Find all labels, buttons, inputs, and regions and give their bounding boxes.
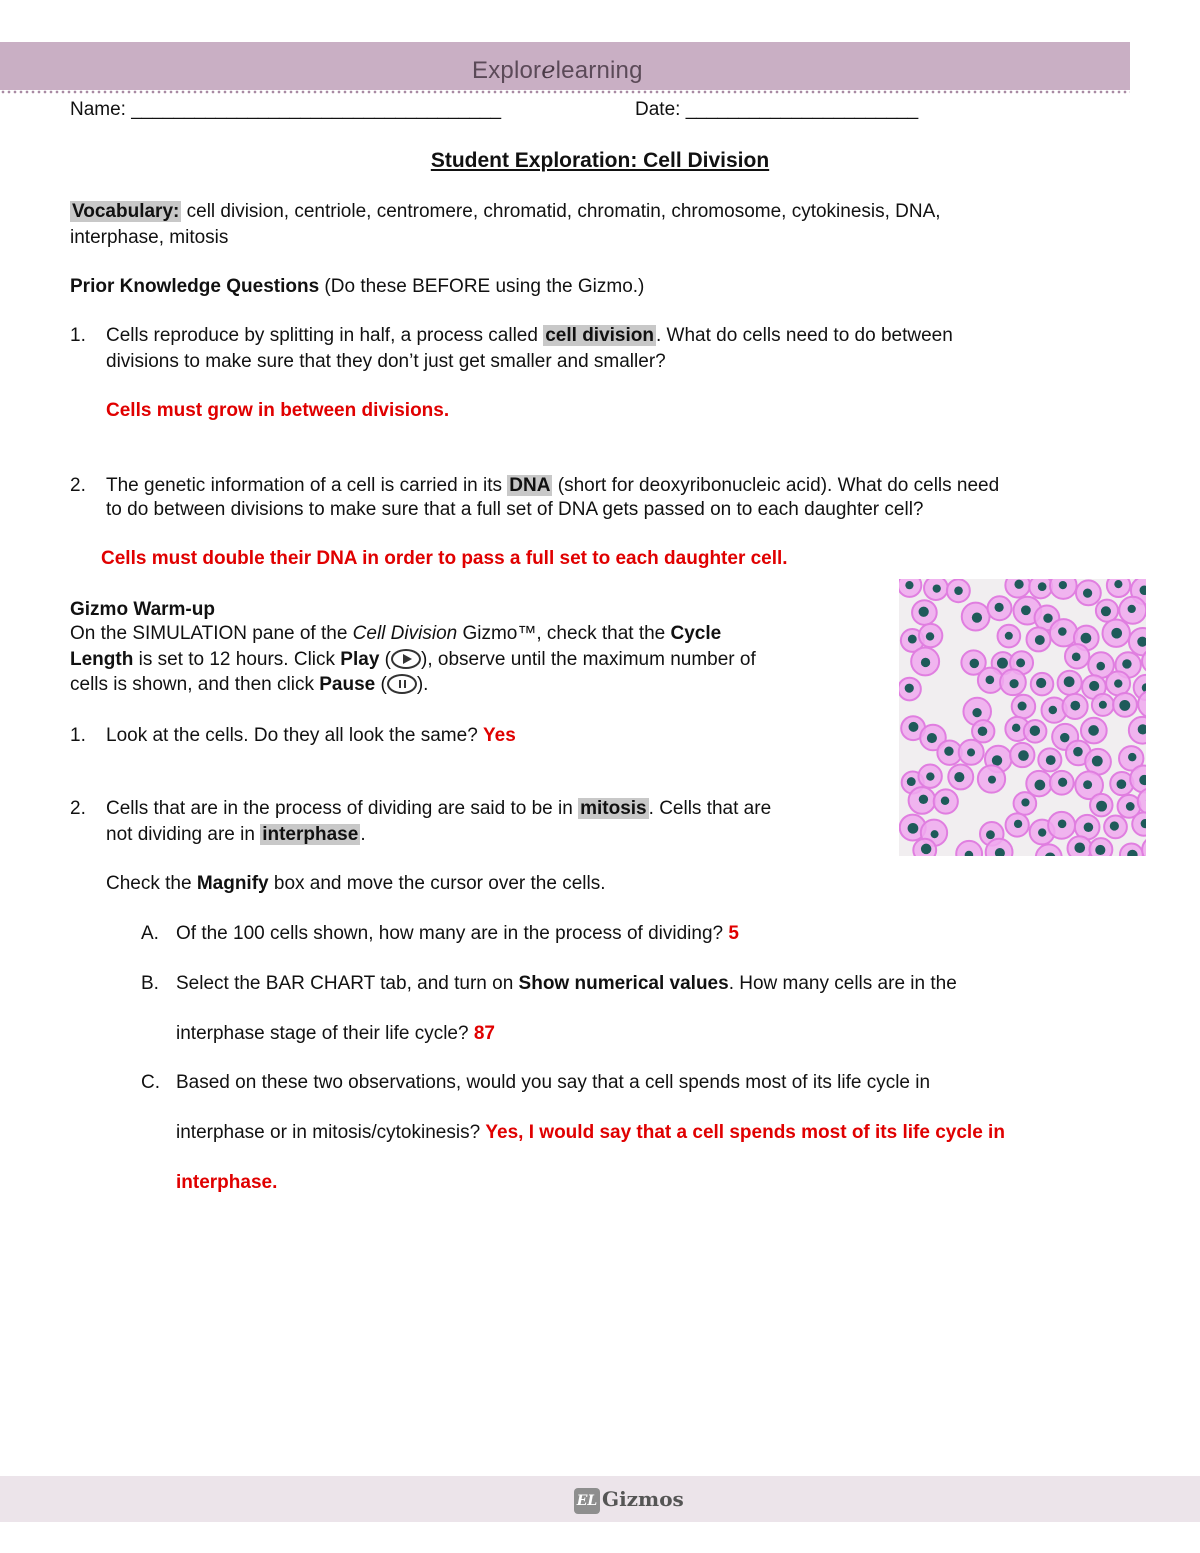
cell <box>1010 743 1034 767</box>
warmup-q1: Look at the cells. Do they all look the same? Yes <box>106 725 516 746</box>
cell <box>1096 600 1118 622</box>
warmup-q1-number: 1. <box>70 725 86 746</box>
cell <box>1106 671 1130 695</box>
cell <box>972 720 994 742</box>
cell <box>947 579 970 602</box>
cell <box>1092 694 1114 716</box>
vocabulary-label: Vocabulary: <box>72 201 180 222</box>
cell <box>1076 580 1101 605</box>
cell <box>978 765 1005 792</box>
question-a: Of the 100 cells shown, how many are in the process of dividing? 5 <box>176 923 739 944</box>
play-icon <box>391 649 421 669</box>
magnify-instruction: Check the Magnify box and move the cursor over the cells. <box>106 873 606 894</box>
cell <box>899 678 921 701</box>
cell <box>1050 619 1077 646</box>
cell <box>1050 579 1077 599</box>
cell <box>1027 627 1051 651</box>
cell <box>1104 816 1127 839</box>
cell <box>948 764 973 789</box>
cell <box>1006 813 1029 836</box>
warmup-heading: Gizmo Warm-up <box>70 599 215 620</box>
cell-field-graphic <box>899 579 1146 856</box>
cell <box>1129 717 1146 744</box>
cell <box>1063 694 1088 719</box>
cell <box>1090 794 1112 816</box>
cell <box>986 839 1013 856</box>
prior-q1-line-2: divisions to make sure that they don’t just get smaller and smaller? <box>106 351 666 372</box>
prior-q1-number: 1. <box>70 325 86 346</box>
header-dotted-rule <box>0 90 1130 94</box>
cell <box>1005 579 1030 598</box>
prior-knowledge-heading: Prior Knowledge Questions (Do these BEFORE using the Gizmo.) <box>70 276 645 297</box>
cell <box>911 647 939 675</box>
term-interphase: interphase <box>262 824 359 845</box>
cell <box>1029 579 1052 598</box>
term-mitosis: mitosis <box>580 798 647 819</box>
cell <box>1081 718 1107 744</box>
cell <box>1014 792 1037 815</box>
cell <box>1129 628 1146 655</box>
cell <box>919 624 942 647</box>
term-cell-division: cell division <box>545 325 654 346</box>
cell <box>988 596 1012 620</box>
cell <box>1012 695 1035 718</box>
prior-q2-number: 2. <box>70 475 86 496</box>
prior-q1-line-1: Cells reproduce by splitting in half, a process called cell division . What do cells need to do between <box>106 325 953 346</box>
date-field: Date: ______________________ <box>635 99 919 120</box>
cell <box>1113 693 1137 717</box>
pause-icon <box>387 674 417 694</box>
gizmos-logo: EL Gizmos <box>574 1487 684 1514</box>
cell <box>918 765 941 788</box>
cell <box>1036 844 1062 856</box>
question-b-line-1: Select the BAR CHART tab, and turn on Show numerical values. How many cells are in the <box>176 973 957 994</box>
cell <box>899 579 921 597</box>
cell <box>1103 620 1130 647</box>
cell-micrograph-image <box>899 579 1146 856</box>
qa-letter: A. <box>141 923 159 944</box>
cell <box>924 579 948 600</box>
cell <box>1089 838 1112 856</box>
name-field: Name: ___________________________________ <box>70 99 502 120</box>
cell <box>1132 812 1146 835</box>
warmup-q2-number: 2. <box>70 798 86 819</box>
cell <box>1024 720 1047 743</box>
cell <box>1120 844 1143 856</box>
question-c-answer-continued: interphase. <box>176 1172 278 1193</box>
qb-letter: B. <box>141 973 159 994</box>
cell <box>1050 771 1074 795</box>
warmup-line-3: cells is shown, and then click Pause ( ). <box>70 674 429 695</box>
cell <box>1142 836 1146 856</box>
cell <box>1119 597 1146 624</box>
cell <box>1058 671 1082 695</box>
prior-q2-line-1: The genetic information of a cell is carried in its DNA (short for deoxyribonucleic acid). What do cells need <box>106 475 1000 496</box>
vocabulary-line-1: Vocabulary: cell division, centriole, centromere, chromatid, chromatin, chromosome, cytokinesis, DNA, <box>72 201 941 222</box>
prior-q2-answer: Cells must double their DNA in order to pass a full set to each daughter cell. <box>101 548 788 569</box>
warmup-q2-line-2: not dividing are in interphase . <box>106 824 366 845</box>
question-b-line-2: interphase stage of their life cycle? 87 <box>176 1023 495 1044</box>
warmup-line-1: On the SIMULATION pane of the Cell Division Gizmo™, check that the Cycle <box>70 623 722 644</box>
cell <box>913 839 936 856</box>
vocabulary-line-2: interphase, mitosis <box>70 227 229 248</box>
term-dna: DNA <box>509 475 551 496</box>
cell <box>1038 748 1061 771</box>
cell <box>1068 836 1092 856</box>
question-c-line-2: interphase or in mitosis/cytokinesis? Yes, I would say that a cell spends most of its life cycle in <box>176 1122 1005 1143</box>
cell <box>1065 644 1089 668</box>
page-title: Student Exploration: Cell Division <box>430 149 770 172</box>
cell <box>1107 579 1130 597</box>
cell <box>956 841 982 856</box>
cell <box>909 787 936 814</box>
cell <box>959 740 984 765</box>
cell <box>998 625 1021 648</box>
warmup-line-2: Length is set to 12 hours. Click Play ( ), observe until the maximum number of <box>70 649 756 670</box>
warmup-q2-line-1: Cells that are in the process of dividing are said to be in mitosis . Cells that are <box>106 798 772 819</box>
qc-letter: C. <box>141 1072 160 1093</box>
prior-q2-line-2: to do between divisions to make sure that a full set of DNA gets passed on to each daughter cell? <box>106 499 924 520</box>
cell <box>962 603 990 631</box>
cell <box>1000 669 1026 695</box>
cell <box>1048 812 1075 839</box>
cell <box>1031 673 1054 696</box>
explorelearning-logo: Explorelearning <box>472 56 643 84</box>
cell <box>934 789 958 813</box>
prior-q1-answer: Cells must grow in between divisions. <box>106 400 450 421</box>
cell <box>912 600 937 625</box>
question-c-line-1: Based on these two observations, would you say that a cell spends most of its life cycle in <box>176 1072 931 1093</box>
